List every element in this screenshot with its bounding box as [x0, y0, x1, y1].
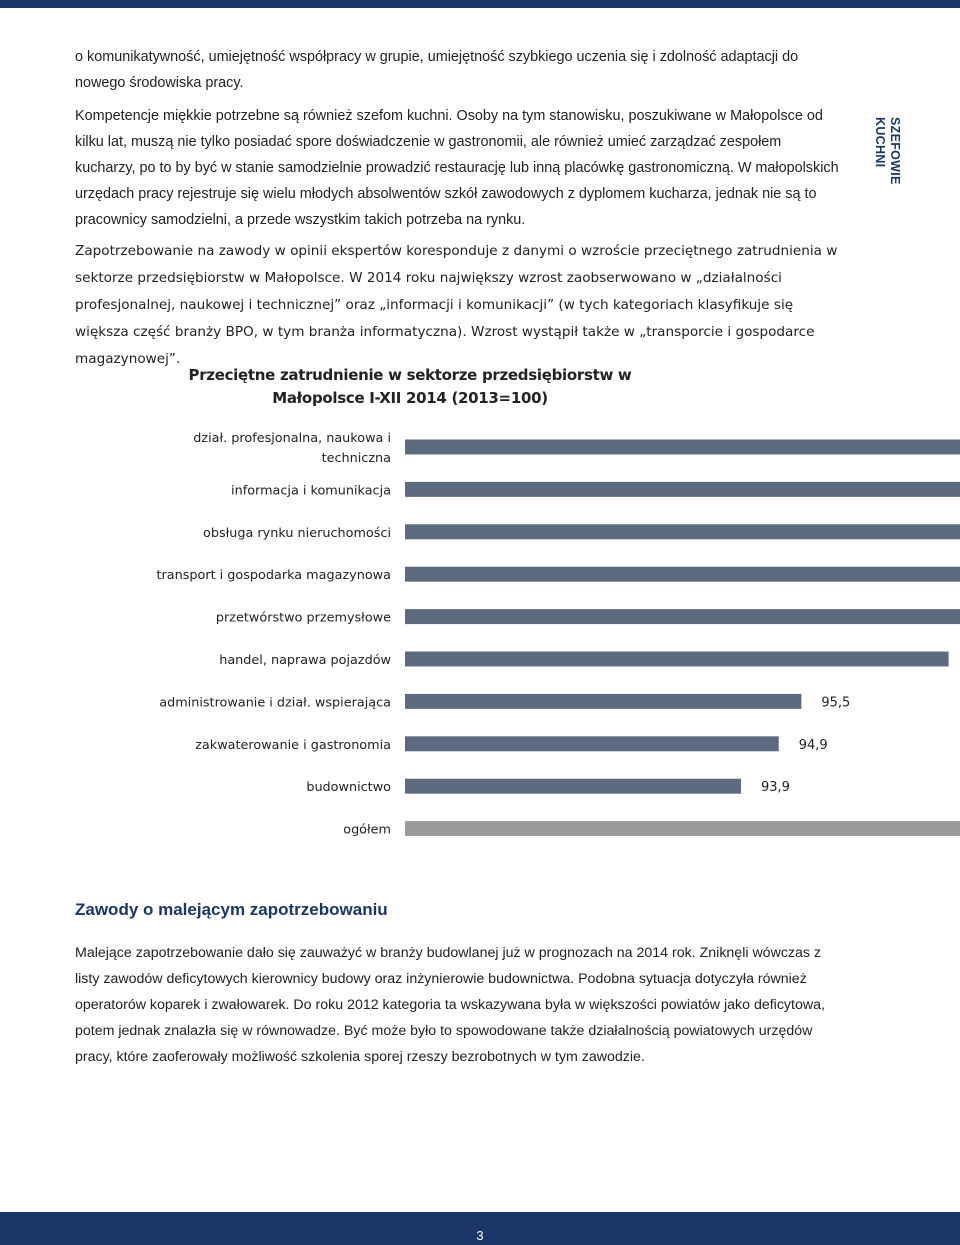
category-label-line: zakwaterowanie i gastronomia [195, 737, 391, 753]
bar [405, 567, 960, 582]
section-heading: Zawody o malejącym zapotrzebowaniu [75, 900, 388, 919]
category-label-line: administrowanie i dział. wspierająca [159, 695, 391, 711]
category-label [231, 483, 391, 498]
employment-bar-chart [140, 420, 851, 860]
bar [405, 779, 741, 794]
bar [405, 609, 960, 624]
chefs-paragraph: Kompetencje miękkie potrzebne są również szefom kuchni. Osoby na tym stanowisku, poszukiwane w Małopolsce od kilku lat, muszą nie tylko posiadać spore doświadczenie w gastronomii, ale również umieć zarządzać zespołem kucharzy, po to by być w stanie samodzielnie prowadzić restaurację lub inną placówkę gastronomiczną. W małopolskich urzędach pracy rejestruje się wielu młodych absolwentów szkół zawodowych z dyplomem kucharza, jednak nie są to pracownicy samodzielni, a przede wszystkim takich potrzeba na rynku. [75, 108, 839, 228]
category-label-line: transport i gospodarka magazynowa [156, 568, 391, 584]
category-label [203, 526, 391, 541]
bar-value-label: 93,9 [760, 780, 790, 796]
side-tab-line1: SZEFOWIE [888, 117, 902, 185]
category-label [219, 653, 391, 668]
bar [405, 524, 960, 539]
page-number: 3 [476, 1228, 484, 1243]
category-label-line: ogółem [343, 822, 391, 838]
bar [405, 736, 779, 751]
category-label [193, 431, 391, 466]
category-label [306, 780, 391, 795]
section-body: Malejące zapotrzebowanie dało się zauważyć w branży budowlanej już w prognozach na 2014 rok. Zniknęli wówczas z listy zawodów deficytowych kierownicy budowy oraz inżynierowie budownictwa. Podobna sytuacja dotyczyła również operatorów koparek i zwałowarek. Do roku 2012 kategoria ta wskazywana była w większości powiatów jako deficytowa, potem jednak znalazła się w równowadze. Być może było to spowodowane także działalnością powiatowych urzędów pracy, które zaoferowały możliwość szkolenia sporej rzeszy bezrobotnych w tym zawodzie. [75, 945, 825, 1065]
category-label-line: dział. profesjonalna, naukowa i [193, 431, 391, 446]
category-label-line: przetwórstwo przemysłowe [215, 610, 391, 626]
bar [405, 482, 960, 497]
side-tab-line2: KUCHNI [873, 117, 887, 168]
chart-title: Przeciętne zatrudnienie w sektorze przedsiębiorstw w Małopolsce I-XII 2014 (2013=100) [188, 366, 632, 407]
demand-paragraph: Zapotrzebowanie na zawody w opinii ekspertów koresponduje z danymi o wzroście przeciętnego zatrudnienia w sektorze przedsiębiorstw w Małopolsce. W 2014 roku największy wzrost zaobserwowano w „działalności profesjonalnej, naukowej i technicznej” oraz „informacji i komunikacji” (w tych kategoriach klasyfikuje się większa część branży BPO, w tym branża informatyczna). Wzrost wystąpił także w „transporcie i gospodarce magazynowej”. [75, 243, 838, 367]
category-label-line: informacja i komunikacja [231, 483, 391, 499]
category-label [156, 568, 391, 583]
category-label [216, 611, 391, 626]
bar [405, 652, 949, 667]
bar [405, 440, 960, 455]
category-label-line: handel, naprawa pojazdów [219, 653, 391, 668]
bar [405, 694, 801, 709]
category-label-line: obsługa rynku nieruchomości [203, 525, 391, 541]
category-label-line: budownictwo [306, 780, 391, 796]
intro-paragraph-continued: o komunikatywność, umiejętność współpracy w grupie, umiejętność szybkiego uczenia się i zdolność adaptacji do nowego środowiska pracy. [75, 49, 799, 91]
category-label [159, 695, 391, 710]
category-label [195, 738, 391, 753]
bar-value-label: 94,9 [798, 737, 828, 753]
top-banner-bar [0, 0, 960, 8]
category-label [343, 823, 391, 838]
section-side-tab [866, 117, 902, 195]
category-label-line: techniczna [321, 451, 391, 466]
bar [405, 821, 960, 836]
bar-value-label: 95,5 [821, 695, 851, 711]
